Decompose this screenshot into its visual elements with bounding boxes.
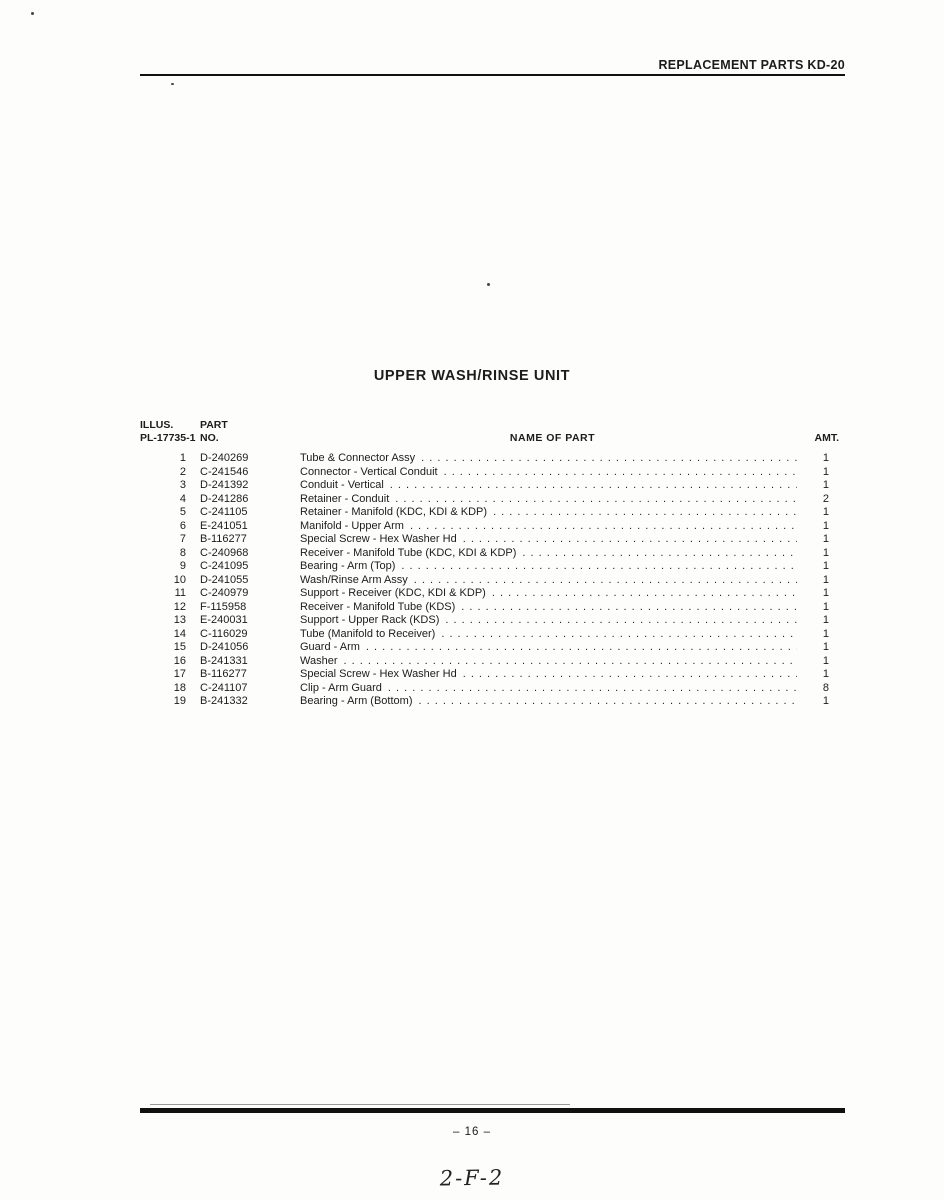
scan-speck	[31, 12, 34, 15]
amount: 1	[822, 519, 829, 532]
table-row	[140, 655, 845, 669]
part-name-cell	[300, 479, 805, 493]
table-row	[140, 641, 845, 655]
part-number: C-241105	[200, 506, 248, 518]
part-name: Support - Receiver (KDC, KDI & KDP)	[300, 587, 486, 599]
illus-number: 16	[173, 654, 186, 667]
illus-number: 11	[174, 587, 186, 599]
part-number: E-241051	[200, 519, 248, 532]
dot-leader	[463, 668, 797, 682]
illus-number: 15	[173, 641, 186, 653]
part-name: Tube & Connector Assy	[300, 452, 416, 464]
part-name-cell	[300, 614, 805, 628]
running-header: REPLACEMENT PARTS KD-20	[658, 58, 845, 72]
column-header-illus: ILLUS. PL-17735-1	[140, 419, 196, 444]
amount: 1	[822, 465, 829, 478]
table-row	[140, 695, 845, 709]
table-header	[140, 419, 845, 444]
amount: 1	[822, 627, 829, 640]
part-name: Receiver - Manifold Tube (KDC, KDI & KDP)	[300, 546, 517, 559]
dot-leader	[444, 466, 797, 480]
amount: 1	[822, 506, 829, 518]
amount: 8	[822, 681, 829, 694]
footer-rule	[140, 1108, 845, 1113]
part-name: Connector - Vertical Conduit	[300, 465, 438, 478]
illus-number: 13	[173, 614, 186, 626]
table-row	[140, 614, 845, 628]
part-number: C-240968	[200, 546, 249, 559]
dot-leader	[395, 493, 797, 507]
part-name-cell	[300, 628, 805, 642]
footer-rule-thin	[150, 1104, 570, 1105]
table-row	[140, 452, 845, 466]
illus-number: 18	[173, 681, 186, 694]
amount: 1	[822, 479, 829, 491]
dot-leader	[441, 628, 797, 642]
part-name: Conduit - Vertical	[300, 479, 384, 491]
part-name-cell	[300, 695, 805, 709]
illus-number: 3	[179, 479, 186, 491]
dot-leader	[344, 655, 798, 669]
illus-number: 19	[173, 695, 186, 707]
scan-speck	[487, 283, 490, 286]
illus-number: 5	[179, 506, 186, 518]
part-name-cell	[300, 452, 805, 466]
column-header-part: PART NO.	[200, 419, 228, 444]
column-header-amt: AMT.	[814, 431, 839, 444]
parts-table-body	[140, 452, 845, 709]
table-row	[140, 682, 845, 696]
part-name-cell	[300, 533, 805, 547]
table-row	[140, 574, 845, 588]
part-name: Retainer - Conduit	[300, 492, 390, 505]
part-number: E-240031	[200, 614, 248, 626]
dot-leader	[421, 452, 797, 466]
part-number: B-241331	[200, 654, 248, 667]
part-name-cell	[300, 668, 805, 682]
table-row	[140, 601, 845, 615]
amount: 2	[822, 492, 829, 505]
part-name-cell	[300, 493, 805, 507]
part-name-cell	[300, 520, 805, 534]
part-name-cell	[300, 547, 805, 561]
amount: 1	[822, 641, 829, 653]
parts-table	[140, 419, 845, 709]
part-name: Special Screw - Hex Washer Hd	[300, 533, 457, 545]
dot-leader	[522, 547, 797, 561]
part-name-cell	[300, 641, 805, 655]
illus-number: 2	[179, 465, 186, 478]
part-name-cell	[300, 466, 805, 480]
table-row	[140, 533, 845, 547]
table-row	[140, 506, 845, 520]
illus-number: 10	[173, 573, 186, 586]
part-number: F-115958	[200, 600, 247, 613]
illus-number: 12	[173, 600, 186, 613]
part-name: Retainer - Manifold (KDC, KDI & KDP)	[300, 506, 488, 518]
part-number: D-241055	[200, 573, 249, 586]
part-name: Support - Upper Rack (KDS)	[300, 614, 440, 626]
part-name: Tube (Manifold to Receiver)	[300, 627, 436, 640]
dot-leader	[461, 601, 797, 615]
part-name: Clip - Arm Guard	[300, 681, 382, 694]
dot-leader	[414, 574, 797, 588]
part-name-cell	[300, 601, 805, 615]
part-name-cell	[300, 587, 805, 601]
part-name-cell	[300, 506, 805, 520]
part-number: D-241286	[200, 492, 249, 505]
scan-speck	[171, 83, 174, 85]
part-number: C-240979	[200, 587, 249, 599]
amount: 1	[822, 546, 829, 559]
part-name: Guard - Arm	[300, 641, 360, 653]
dot-leader	[401, 560, 797, 574]
part-name-cell	[300, 655, 805, 669]
part-number: C-116029	[200, 627, 248, 640]
part-name-cell	[300, 574, 805, 588]
amount: 1	[822, 560, 829, 572]
dot-leader	[445, 614, 797, 628]
part-name: Special Screw - Hex Washer Hd	[300, 668, 457, 680]
dot-leader	[418, 695, 797, 709]
part-name: Wash/Rinse Arm Assy	[300, 573, 408, 586]
part-number: B-116277	[200, 533, 247, 545]
illus-number: 9	[179, 560, 186, 572]
part-number: C-241546	[200, 465, 249, 478]
amount: 1	[822, 695, 829, 707]
part-number: C-241095	[200, 560, 249, 572]
part-name: Bearing - Arm (Top)	[300, 560, 396, 572]
dot-leader	[493, 506, 797, 520]
table-row	[140, 547, 845, 561]
part-number: D-241056	[200, 641, 249, 653]
illus-number: 14	[173, 627, 186, 640]
table-row	[140, 587, 845, 601]
table-row	[140, 479, 845, 493]
part-number: D-241392	[200, 479, 249, 491]
dot-leader	[388, 682, 797, 696]
dot-leader	[463, 533, 797, 547]
amount: 1	[822, 600, 829, 613]
part-number: B-241332	[200, 695, 248, 707]
amount: 1	[822, 533, 829, 545]
table-row	[140, 493, 845, 507]
column-header-name: NAME OF PART	[509, 431, 596, 444]
handwritten-note: 2-F-2	[439, 1165, 505, 1191]
illus-number: 6	[179, 519, 186, 532]
illus-number: 4	[179, 492, 186, 505]
table-row	[140, 560, 845, 574]
amount: 1	[822, 573, 829, 586]
part-number: D-240269	[200, 452, 249, 464]
page-number: – 16 –	[453, 1126, 491, 1138]
illus-number: 8	[179, 546, 186, 559]
amount: 1	[822, 587, 829, 599]
dot-leader	[492, 587, 797, 601]
dot-leader	[390, 479, 797, 493]
part-name: Receiver - Manifold Tube (KDS)	[300, 600, 456, 613]
dot-leader	[366, 641, 797, 655]
amount: 1	[822, 452, 829, 464]
amount: 1	[822, 668, 829, 680]
table-row	[140, 628, 845, 642]
amount: 1	[822, 654, 829, 667]
dot-leader	[410, 520, 797, 534]
table-row	[140, 668, 845, 682]
part-name-cell	[300, 682, 805, 696]
amount: 1	[822, 614, 829, 626]
part-name: Bearing - Arm (Bottom)	[300, 695, 413, 707]
part-number: B-116277	[200, 668, 247, 680]
part-name: Washer	[300, 654, 338, 667]
illus-number: 1	[179, 452, 186, 464]
table-row	[140, 466, 845, 480]
table-row	[140, 520, 845, 534]
part-name-cell	[300, 560, 805, 574]
illus-number: 17	[173, 668, 186, 680]
page-title: UPPER WASH/RINSE UNIT	[373, 368, 571, 384]
illus-number: 7	[179, 533, 186, 545]
header-rule	[140, 74, 845, 76]
part-number: C-241107	[200, 681, 248, 694]
part-name: Manifold - Upper Arm	[300, 519, 404, 532]
